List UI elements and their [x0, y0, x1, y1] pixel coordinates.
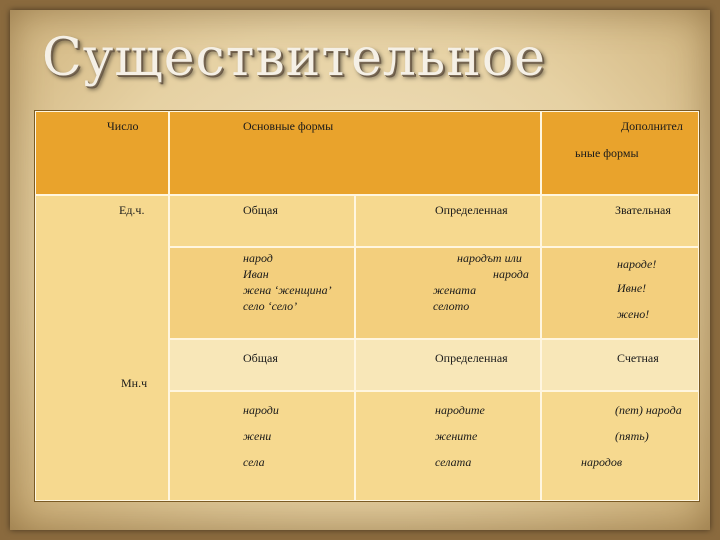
sg-vocative-form: жено! [617, 307, 650, 321]
sg-general-form: народ [243, 251, 273, 265]
sg-vocative-form: Ивне! [617, 281, 647, 295]
pl-count-label: Счетная [617, 351, 659, 365]
number-column-cell [35, 195, 169, 501]
header-main-forms-label: Основные формы [243, 119, 334, 133]
pl-definite-form: селата [435, 455, 472, 469]
sg-general-form: Иван [243, 267, 269, 281]
pl-count-form: (пет) народа [615, 403, 682, 417]
pl-general-label: Общая [243, 351, 278, 365]
pl-general-form: села [243, 455, 265, 469]
slide-title: Существительное [42, 28, 546, 88]
sg-definite-label: Определенная [435, 203, 508, 217]
sg-general-label: Общая [243, 203, 278, 217]
pl-definite-form: жените [435, 429, 478, 443]
singular-label: Ед.ч. [119, 203, 145, 217]
sg-definite-form: народът или [457, 251, 522, 265]
pl-definite-form: народите [435, 403, 485, 417]
sg-definite-form: жената [433, 283, 477, 297]
pl-definite-label: Определенная [435, 351, 508, 365]
pl-count-form: народов [581, 455, 623, 469]
pl-count-form: (пять) [615, 429, 649, 443]
pl-general-form: народи [243, 403, 279, 417]
sg-vocative-label: Звательная [615, 203, 671, 217]
sg-definite-form: селото [433, 299, 470, 313]
noun-forms-table [34, 110, 700, 502]
sg-vocative-form: народе! [617, 257, 657, 271]
pl-general-form: жени [243, 429, 272, 443]
sg-general-form: жена ‘женщина’ [243, 283, 332, 297]
header-number-label: Число [107, 119, 139, 133]
sg-general-form: село ‘село’ [243, 299, 298, 313]
header-main-forms-cell [169, 111, 541, 195]
header-number-cell [35, 111, 169, 195]
header-extra-forms-label-2: ьные формы [575, 146, 639, 160]
plural-label: Мн.ч [121, 376, 148, 390]
header-extra-forms-label-1: Дополнител [621, 119, 683, 133]
sg-definite-form: народа [493, 267, 529, 281]
